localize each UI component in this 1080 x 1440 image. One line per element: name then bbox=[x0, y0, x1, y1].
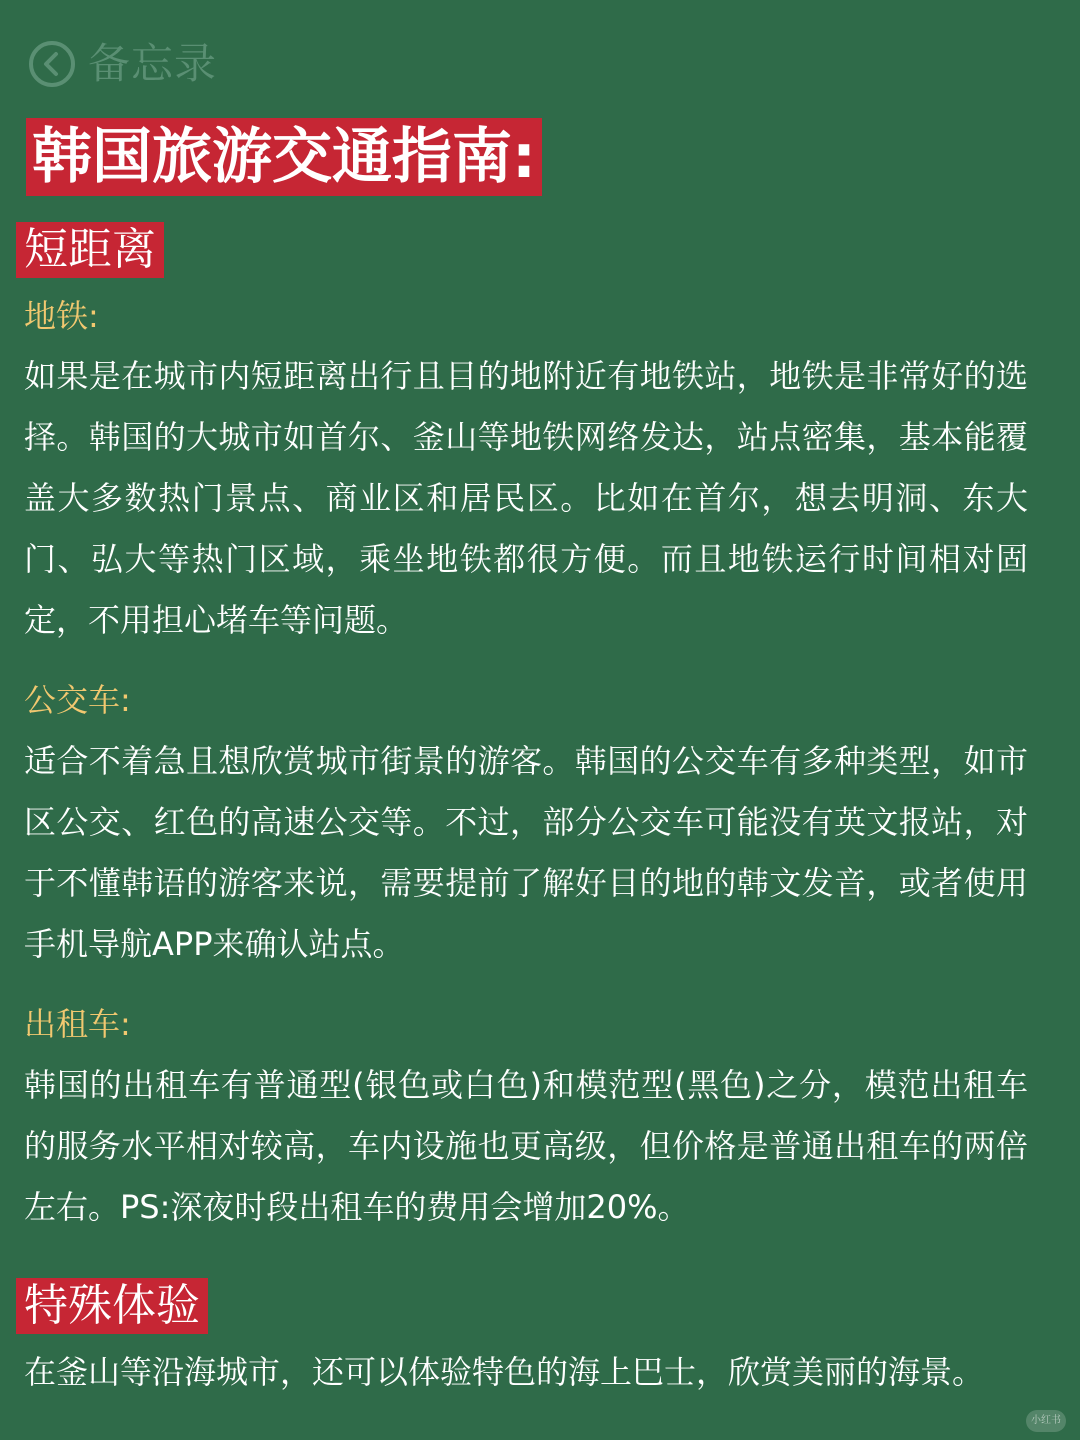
back-nav[interactable] bbox=[28, 34, 217, 94]
back-label[interactable]: 备忘录 bbox=[88, 39, 218, 88]
paragraph-special-experience: 在釜山等沿海城市，还可以体验特色的海上巴士，欣赏美丽的海景。 bbox=[24, 1353, 985, 1391]
page-title: 韩国旅游交通指南: bbox=[26, 118, 542, 196]
paragraph-subway: 如果是在城市内短距离出行且目的地附近有地铁站，地铁是非常好的选择。韩国的大城市如首尔、釜山等地铁网络发达，站点密集，基本能覆盖大多数热门景点、商业区和居民区。比如在首尔，想去明洞、东大门、弘大等热门区域，乘坐地铁都很方便。而且地铁运行时间相对固定，不用担心堵车等问题。 bbox=[24, 357, 1028, 639]
paragraph-taxi: 韩国的出租车有普通型(银色或白色)和模范型(黑色)之分，模范出租车的服务水平相对较高，车内设施也更高级，但价格是普通出租车的两倍左右。PS:深夜时段出租车的费用会增加20%。 bbox=[24, 1066, 1028, 1226]
subheading-subway: 地铁: bbox=[24, 297, 99, 335]
paragraph-bus: 适合不着急且想欣赏城市街景的游客。韩国的公交车有多种类型，如市区公交、红色的高速公交等。不过，部分公交车可能没有英文报站，对于不懂韩语的游客来说，需要提前了解好目的地的韩文发音，或者使用手机导航APP来确认站点。 bbox=[24, 742, 1028, 963]
back-chevron-icon[interactable] bbox=[28, 40, 76, 88]
subheading-bus: 公交车: bbox=[24, 681, 131, 719]
subheading-taxi: 出租车: bbox=[24, 1005, 131, 1043]
section-tag-special-experience: 特殊体验 bbox=[16, 1278, 208, 1334]
section-tag-short-distance: 短距离 bbox=[16, 222, 164, 278]
watermark-logo: 小红书 bbox=[1026, 1410, 1066, 1432]
